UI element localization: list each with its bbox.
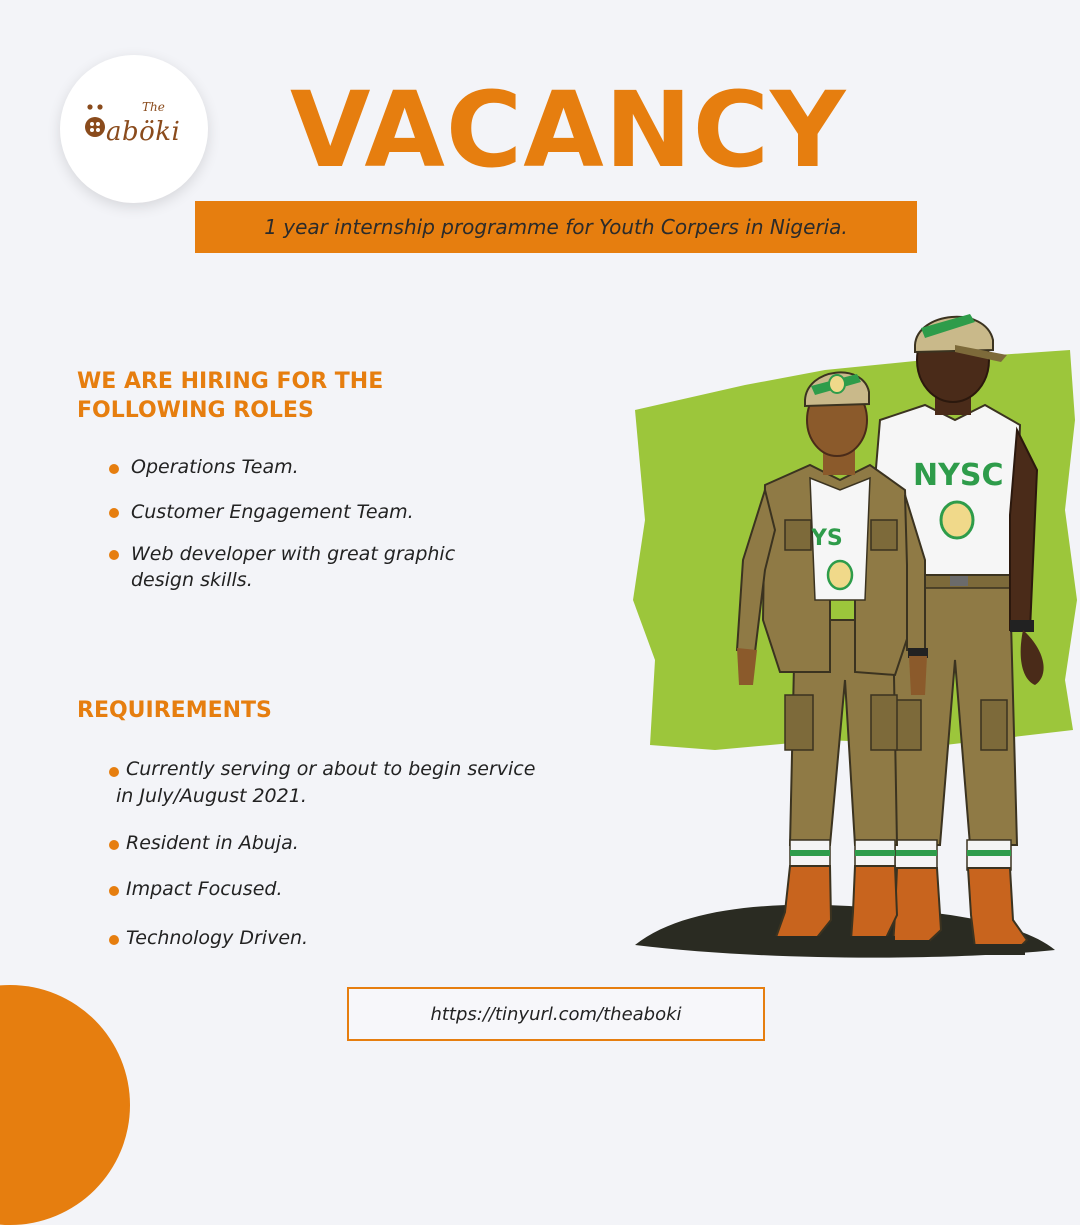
corpers-illustration [625,300,1080,970]
requirement-item: Impact Focused. [126,878,283,900]
subtitle-banner [195,201,917,253]
requirements-heading: REQUIREMENTS [77,698,272,723]
roles-heading [77,367,383,425]
bullet-icon [109,935,119,945]
logo-face-icon [84,102,106,142]
decorative-corner-circle [0,985,130,1225]
bullet-icon [109,886,119,896]
bullet-icon [109,464,119,474]
shirt-text-partial: YS [811,526,843,551]
logo-name-text: aböki [106,117,181,147]
bullet-icon [109,840,119,850]
logo-badge [60,55,208,203]
role-item: Web developer with great graphic [131,543,456,565]
page-title: VACANCY [290,69,847,191]
subtitle-text: 1 year internship programme for Youth Corpers in Nigeria. [264,215,848,239]
requirement-item-continuation: in July/August 2021. [116,785,307,807]
requirement-item: Resident in Abuja. [126,832,299,854]
role-item-continuation: design skills. [131,569,253,591]
requirement-item: Technology Driven. [126,927,309,949]
bullet-icon [109,767,119,777]
roles-heading-line1: WE ARE HIRING FOR THE [77,369,384,394]
shirt-text: NYSC [913,458,1004,493]
bullet-icon [109,550,119,560]
link-box[interactable] [347,987,765,1041]
role-item: Customer Engagement Team. [131,501,414,523]
logo-the-text: The [142,100,165,114]
bullet-icon [109,508,119,518]
requirement-item: Currently serving or about to begin service [126,758,536,780]
link-text[interactable]: https://tinyurl.com/theaboki [430,1003,682,1025]
role-item: Operations Team. [131,456,299,478]
roles-heading-line2: FOLLOWING ROLES [77,398,314,423]
